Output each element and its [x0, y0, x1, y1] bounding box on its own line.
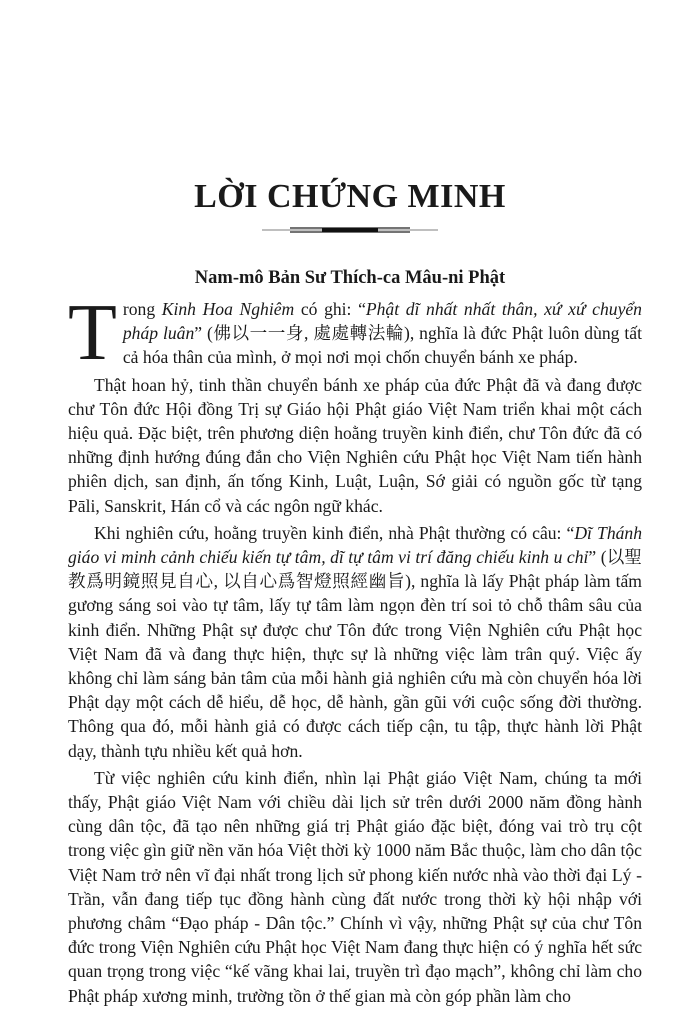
- page-title: LỜI CHỨNG MINH: [194, 178, 506, 215]
- p1-text-3: ” (佛以一一身, 處處轉法輪), nghĩa là đức Phật luôn dùng tất cả hóa thân của mình, ở mọi nơi mọi chốn chuyển bánh xe pháp.: [122, 323, 642, 368]
- p1-text-1: rong: [122, 299, 162, 319]
- p3-text-1: Khi nghiên cứu, hoằng truyền kinh điển, nhà Phật thường có câu: “: [94, 522, 575, 543]
- p1-text-2: có ghi: “: [294, 299, 366, 319]
- paragraph-2: Thật hoan hỷ, tinh thần chuyển bánh xe pháp của đức Phật đã và đang được chư Tôn đức Hội đồng Trị sự Giáo hội Phật giáo Việt Nam triển khai một cách hiệu quả. Đặc biệt, trên phương diện hoằng truyền kinh điển, chư Tôn đức đã có những định hướng đúng đắn cho Viện Nghiên cứu Phật học Việt Nam tiến hành phiên dịch, san định, ấn tống Kinh, Luật, Luận, Sớ giải có nguồn gốc từ tạng Pāli, Sanskrit, Hán cổ và các ngôn ngữ khác.: [68, 374, 642, 516]
- paragraph-4: Từ việc nghiên cứu kinh điển, nhìn lại Phật giáo Việt Nam, chúng ta mới thấy, Phật giáo Việt Nam với chiều dài lịch sử trên dưới 2000 năm đồng hành cùng dân tộc, đã tạo nên những giá trị Phật giáo đặc biệt, đóng vai trò trụ cột trong việc gìn giữ nền văn hóa Việt thời kỳ 1000 năm Bắc thuộc, làm cho dân tộc Việt Nam trở nên vĩ đại nhất trong lịch sử phong kiến nước nhà vào thời đại Lý - Trần, vẫn đang tiếp tục đồng hành cùng đất nước trong thời kỳ hội nhập với phương châm “Đạo pháp - Dân tộc.” Chính vì vậy, những Phật sự của chư Tôn đức trong Viện Nghiên cứu Phật học Việt Nam đang thực hiện có ý nghĩa hết sức quan trọng trong việc “kế vãng khai lai, truyền trì đạo mạch”, không chỉ làm cho Phật pháp xương minh, trường tồn ở thế gian mà còn góp phần làm cho: [68, 767, 642, 1006]
- paragraph-1: [68, 289, 642, 377]
- body-text: [68, 289, 643, 1011]
- section-subtitle: Nam-mô Bản Sư Thích-ca Mâu-ni Phật: [194, 268, 506, 288]
- paragraph-3: [68, 521, 642, 763]
- p1-italic-1: Kinh Hoa Nghiêm: [161, 299, 295, 319]
- p1-italic-2: Phật dĩ nhất nhất thân, xứ xứ chuyển pháp luân: [122, 299, 642, 344]
- p3-text-2: ” (以聖教爲明鏡照見自心, 以自心爲智燈照經幽旨), nghĩa là lấy Phật pháp làm tấm gương sáng soi vào tự tâm, lấy tự tâm làm ngọn đèn trí soi tỏ chỗ thâm sâu của kinh điển. Những Phật sự được chư Tôn đức trong Viện Nghiên cứu Phật học Việt Nam đã và đang thực hiện, thực sự là những việc làm trân quý. Việc ấy không chỉ làm sáng bản tâm của mỗi hành giả nghiên cứu mà còn chuyển hóa lời Phật dạy một cách dễ hiểu, dễ học, dễ hành, gần gũi với cuộc sống đời thường. Thông qua đó, mỗi hành giả có được cách tiếp cận, tu tập, thực hành lời Phật dạy, thành tựu nhiều kết quả hơn.: [68, 547, 642, 761]
- title-divider-ornament: [262, 226, 438, 234]
- drop-cap: T: [68, 289, 117, 377]
- p3-italic-1: Dĩ Thánh giáo vi minh cảnh chiếu kiến tự tâm, dĩ tự tâm vi trí đăng chiếu kinh u chỉ: [68, 522, 643, 568]
